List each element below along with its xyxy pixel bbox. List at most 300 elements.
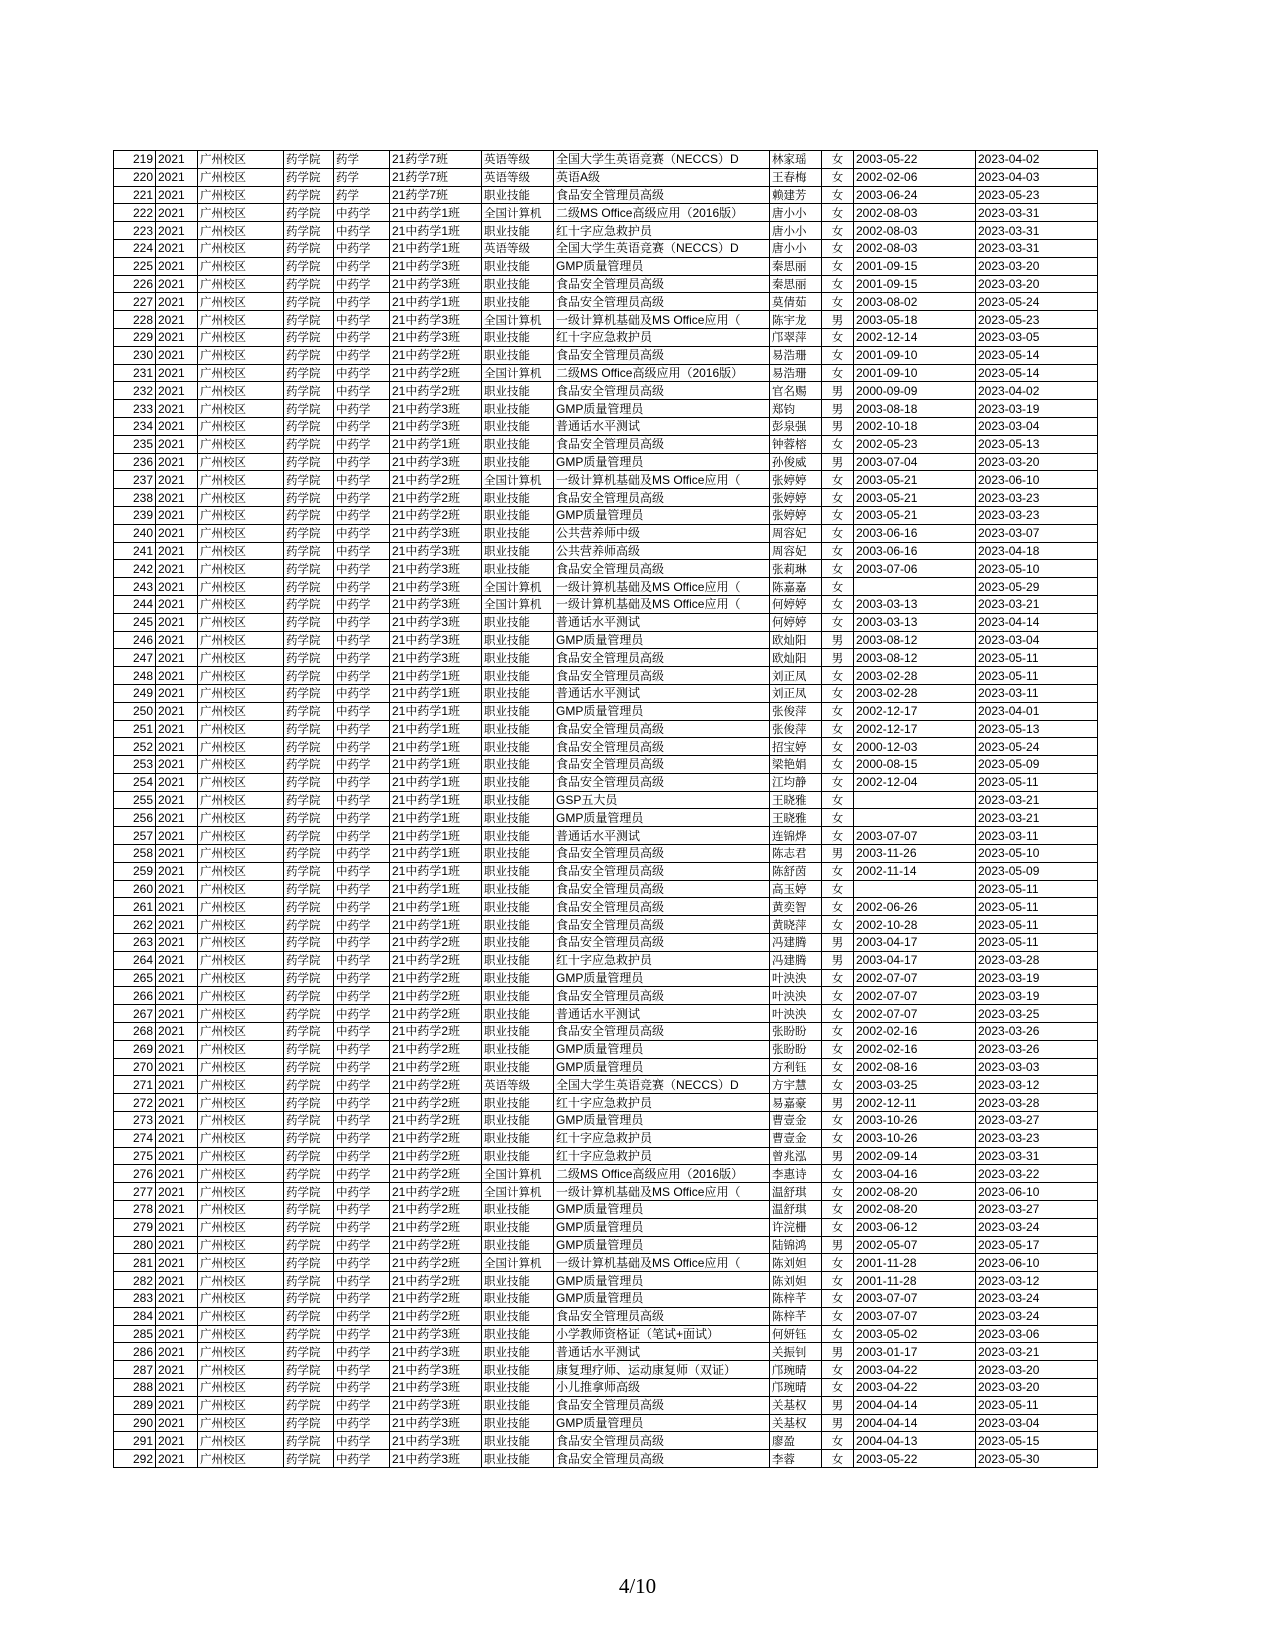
certificate-cell: 全国大学生英语竞赛（NECCS）D — [554, 151, 770, 169]
grade-cell: 2021 — [156, 275, 198, 293]
table-row — [114, 1236, 1098, 1254]
award-date-cell: 2023-03-04 — [976, 631, 1098, 649]
student-name-cell: 许浣栅 — [770, 1218, 822, 1236]
student-name-cell: 邝琬晴 — [770, 1378, 822, 1396]
category-cell: 职业技能 — [482, 560, 554, 578]
class-cell: 21中药学3班 — [390, 1414, 482, 1432]
gender-cell: 女 — [822, 1005, 854, 1023]
table-row — [114, 471, 1098, 489]
student-name-cell: 钟蓉榕 — [770, 435, 822, 453]
award-date-cell: 2023-03-20 — [976, 275, 1098, 293]
birth-date-cell: 2002-02-16 — [854, 1040, 976, 1058]
college-cell: 药学院 — [284, 435, 334, 453]
grade-cell: 2021 — [156, 1361, 198, 1379]
gender-cell: 男 — [822, 400, 854, 418]
student-name-cell: 冯建腾 — [770, 934, 822, 952]
class-cell: 21中药学2班 — [390, 934, 482, 952]
college-cell: 药学院 — [284, 756, 334, 774]
award-date-cell: 2023-03-20 — [976, 1361, 1098, 1379]
gender-cell: 女 — [822, 506, 854, 524]
gender-cell: 女 — [822, 239, 854, 257]
major-cell: 中药学 — [334, 684, 390, 702]
student-name-cell: 关振钊 — [770, 1343, 822, 1361]
table-row — [114, 1450, 1098, 1468]
row-index-cell: 285 — [114, 1325, 156, 1343]
birth-date-cell: 2002-08-16 — [854, 1058, 976, 1076]
category-cell: 职业技能 — [482, 845, 554, 863]
award-date-cell: 2023-03-12 — [976, 1076, 1098, 1094]
campus-cell: 广州校区 — [198, 1076, 284, 1094]
category-cell: 职业技能 — [482, 1236, 554, 1254]
student-name-cell: 张莉琳 — [770, 560, 822, 578]
college-cell: 药学院 — [284, 257, 334, 275]
class-cell: 21中药学3班 — [390, 560, 482, 578]
row-index-cell: 283 — [114, 1290, 156, 1308]
class-cell: 21中药学2班 — [390, 1023, 482, 1041]
grade-cell: 2021 — [156, 293, 198, 311]
class-cell: 21中药学3班 — [390, 275, 482, 293]
gender-cell: 男 — [822, 951, 854, 969]
award-date-cell: 2023-05-11 — [976, 773, 1098, 791]
college-cell: 药学院 — [284, 1218, 334, 1236]
major-cell: 中药学 — [334, 257, 390, 275]
award-date-cell: 2023-03-26 — [976, 1023, 1098, 1041]
gender-cell: 女 — [822, 1290, 854, 1308]
row-index-cell: 251 — [114, 720, 156, 738]
major-cell: 中药学 — [334, 934, 390, 952]
class-cell: 21中药学2班 — [390, 1290, 482, 1308]
grade-cell: 2021 — [156, 1094, 198, 1112]
grade-cell: 2021 — [156, 1307, 198, 1325]
row-index-cell: 288 — [114, 1378, 156, 1396]
birth-date-cell: 2002-12-17 — [854, 720, 976, 738]
certificate-cell: GMP质量管理员 — [554, 1040, 770, 1058]
birth-date-cell: 2002-08-20 — [854, 1201, 976, 1219]
certificate-cell: 英语A级 — [554, 168, 770, 186]
gender-cell: 女 — [822, 773, 854, 791]
category-cell: 职业技能 — [482, 1201, 554, 1219]
table-row — [114, 809, 1098, 827]
college-cell: 药学院 — [284, 560, 334, 578]
category-cell: 英语等级 — [482, 151, 554, 169]
award-date-cell: 2023-04-02 — [976, 382, 1098, 400]
grade-cell: 2021 — [156, 809, 198, 827]
category-cell: 职业技能 — [482, 791, 554, 809]
award-date-cell: 2023-05-13 — [976, 435, 1098, 453]
campus-cell: 广州校区 — [198, 471, 284, 489]
certificate-cell: GMP质量管理员 — [554, 506, 770, 524]
category-cell: 全国计算机 — [482, 311, 554, 329]
gender-cell: 女 — [822, 1023, 854, 1041]
student-name-cell: 唐小小 — [770, 239, 822, 257]
gender-cell: 女 — [822, 293, 854, 311]
row-index-cell: 245 — [114, 613, 156, 631]
grade-cell: 2021 — [156, 151, 198, 169]
class-cell: 21中药学3班 — [390, 417, 482, 435]
college-cell: 药学院 — [284, 1183, 334, 1201]
certificate-cell: 一级计算机基础及MS Office应用（ — [554, 1183, 770, 1201]
student-name-cell: 陈嘉嘉 — [770, 578, 822, 596]
gender-cell: 男 — [822, 845, 854, 863]
major-cell: 中药学 — [334, 435, 390, 453]
college-cell: 药学院 — [284, 1450, 334, 1468]
class-cell: 21中药学1班 — [390, 684, 482, 702]
grade-cell: 2021 — [156, 1058, 198, 1076]
student-name-cell: 邝琬晴 — [770, 1361, 822, 1379]
gender-cell: 女 — [822, 222, 854, 240]
certificate-cell: 食品安全管理员高级 — [554, 1307, 770, 1325]
birth-date-cell: 2003-07-07 — [854, 1290, 976, 1308]
category-cell: 职业技能 — [482, 222, 554, 240]
college-cell: 药学院 — [284, 845, 334, 863]
birth-date-cell: 2002-10-28 — [854, 916, 976, 934]
grade-cell: 2021 — [156, 880, 198, 898]
college-cell: 药学院 — [284, 293, 334, 311]
birth-date-cell: 2001-09-10 — [854, 346, 976, 364]
gender-cell: 女 — [822, 1361, 854, 1379]
student-name-cell: 欧灿阳 — [770, 649, 822, 667]
award-date-cell: 2023-05-24 — [976, 738, 1098, 756]
class-cell: 21中药学3班 — [390, 1361, 482, 1379]
gender-cell: 女 — [822, 738, 854, 756]
table-row — [114, 311, 1098, 329]
grade-cell: 2021 — [156, 1236, 198, 1254]
category-cell: 职业技能 — [482, 1307, 554, 1325]
college-cell: 药学院 — [284, 204, 334, 222]
gender-cell: 女 — [822, 364, 854, 382]
category-cell: 职业技能 — [482, 524, 554, 542]
college-cell: 药学院 — [284, 1414, 334, 1432]
campus-cell: 广州校区 — [198, 453, 284, 471]
table-row — [114, 364, 1098, 382]
award-date-cell: 2023-03-19 — [976, 969, 1098, 987]
gender-cell: 女 — [822, 613, 854, 631]
grade-cell: 2021 — [156, 1432, 198, 1450]
table-row — [114, 204, 1098, 222]
certificate-cell: GMP质量管理员 — [554, 453, 770, 471]
category-cell: 职业技能 — [482, 1058, 554, 1076]
student-name-cell: 王晓雅 — [770, 809, 822, 827]
major-cell: 中药学 — [334, 328, 390, 346]
certificate-cell: 二级MS Office高级应用（2016版） — [554, 204, 770, 222]
student-name-cell: 高玉婷 — [770, 880, 822, 898]
category-cell: 职业技能 — [482, 987, 554, 1005]
certificate-cell: 食品安全管理员高级 — [554, 845, 770, 863]
gender-cell: 男 — [822, 1236, 854, 1254]
row-index-cell: 237 — [114, 471, 156, 489]
grade-cell: 2021 — [156, 1040, 198, 1058]
table-row — [114, 524, 1098, 542]
table-row — [114, 684, 1098, 702]
gender-cell: 男 — [822, 1414, 854, 1432]
class-cell: 21中药学1班 — [390, 702, 482, 720]
student-name-cell: 连锦烨 — [770, 827, 822, 845]
row-index-cell: 238 — [114, 489, 156, 507]
birth-date-cell: 2003-04-17 — [854, 934, 976, 952]
certificate-cell: GMP质量管理员 — [554, 1414, 770, 1432]
major-cell: 中药学 — [334, 1272, 390, 1290]
row-index-cell: 274 — [114, 1129, 156, 1147]
row-index-cell: 259 — [114, 862, 156, 880]
birth-date-cell: 2000-09-09 — [854, 382, 976, 400]
student-name-cell: 梁艳娟 — [770, 756, 822, 774]
class-cell: 21药学7班 — [390, 151, 482, 169]
campus-cell: 广州校区 — [198, 1307, 284, 1325]
award-date-cell: 2023-03-25 — [976, 1005, 1098, 1023]
category-cell: 职业技能 — [482, 506, 554, 524]
birth-date-cell: 2003-07-07 — [854, 827, 976, 845]
row-index-cell: 226 — [114, 275, 156, 293]
birth-date-cell: 2002-07-07 — [854, 969, 976, 987]
student-name-cell: 秦思丽 — [770, 257, 822, 275]
table-row — [114, 827, 1098, 845]
category-cell: 职业技能 — [482, 275, 554, 293]
row-index-cell: 271 — [114, 1076, 156, 1094]
campus-cell: 广州校区 — [198, 222, 284, 240]
grade-cell: 2021 — [156, 1343, 198, 1361]
table-row — [114, 756, 1098, 774]
certificate-cell: 食品安全管理员高级 — [554, 489, 770, 507]
award-date-cell: 2023-03-20 — [976, 257, 1098, 275]
student-name-cell: 易嘉豪 — [770, 1094, 822, 1112]
grade-cell: 2021 — [156, 827, 198, 845]
student-name-cell: 江均静 — [770, 773, 822, 791]
college-cell: 药学院 — [284, 880, 334, 898]
row-index-cell: 223 — [114, 222, 156, 240]
student-name-cell: 莫倩茹 — [770, 293, 822, 311]
student-name-cell: 欧灿阳 — [770, 631, 822, 649]
campus-cell: 广州校区 — [198, 1396, 284, 1414]
award-date-cell: 2023-04-18 — [976, 542, 1098, 560]
category-cell: 职业技能 — [482, 1112, 554, 1130]
grade-cell: 2021 — [156, 364, 198, 382]
grade-cell: 2021 — [156, 738, 198, 756]
gender-cell: 男 — [822, 417, 854, 435]
campus-cell: 广州校区 — [198, 542, 284, 560]
birth-date-cell: 2002-10-18 — [854, 417, 976, 435]
major-cell: 中药学 — [334, 809, 390, 827]
college-cell: 药学院 — [284, 1094, 334, 1112]
grade-cell: 2021 — [156, 720, 198, 738]
grade-cell: 2021 — [156, 1005, 198, 1023]
grade-cell: 2021 — [156, 613, 198, 631]
class-cell: 21中药学2班 — [390, 1307, 482, 1325]
table-row — [114, 257, 1098, 275]
certificate-cell: 食品安全管理员高级 — [554, 560, 770, 578]
campus-cell: 广州校区 — [198, 239, 284, 257]
college-cell: 药学院 — [284, 578, 334, 596]
table-row — [114, 186, 1098, 204]
major-cell: 中药学 — [334, 1076, 390, 1094]
table-row — [114, 934, 1098, 952]
major-cell: 中药学 — [334, 613, 390, 631]
campus-cell: 广州校区 — [198, 756, 284, 774]
award-date-cell: 2023-03-23 — [976, 1129, 1098, 1147]
campus-cell: 广州校区 — [198, 1058, 284, 1076]
class-cell: 21中药学3班 — [390, 631, 482, 649]
college-cell: 药学院 — [284, 951, 334, 969]
grade-cell: 2021 — [156, 542, 198, 560]
major-cell: 中药学 — [334, 1201, 390, 1219]
table-row — [114, 1112, 1098, 1130]
gender-cell: 女 — [822, 1254, 854, 1272]
table-row — [114, 916, 1098, 934]
class-cell: 21中药学1班 — [390, 667, 482, 685]
table-row — [114, 1147, 1098, 1165]
birth-date-cell: 2003-08-02 — [854, 293, 976, 311]
gender-cell: 女 — [822, 969, 854, 987]
major-cell: 中药学 — [334, 222, 390, 240]
class-cell: 21中药学1班 — [390, 916, 482, 934]
birth-date-cell: 2003-05-18 — [854, 311, 976, 329]
row-index-cell: 263 — [114, 934, 156, 952]
student-name-cell: 招宝婷 — [770, 738, 822, 756]
certificate-cell: 食品安全管理员高级 — [554, 987, 770, 1005]
campus-cell: 广州校区 — [198, 951, 284, 969]
award-date-cell: 2023-03-07 — [976, 524, 1098, 542]
grade-cell: 2021 — [156, 684, 198, 702]
certificate-cell: 公共营养师高级 — [554, 542, 770, 560]
gender-cell: 女 — [822, 1325, 854, 1343]
college-cell: 药学院 — [284, 613, 334, 631]
category-cell: 职业技能 — [482, 435, 554, 453]
grade-cell: 2021 — [156, 382, 198, 400]
table-row — [114, 1076, 1098, 1094]
birth-date-cell: 2002-08-20 — [854, 1183, 976, 1201]
category-cell: 职业技能 — [482, 1005, 554, 1023]
major-cell: 中药学 — [334, 506, 390, 524]
major-cell: 中药学 — [334, 453, 390, 471]
grade-cell: 2021 — [156, 1254, 198, 1272]
gender-cell: 男 — [822, 1343, 854, 1361]
major-cell: 中药学 — [334, 471, 390, 489]
campus-cell: 广州校区 — [198, 738, 284, 756]
student-name-cell: 黄奕智 — [770, 898, 822, 916]
award-date-cell: 2023-05-11 — [976, 898, 1098, 916]
category-cell: 职业技能 — [482, 1023, 554, 1041]
award-date-cell: 2023-03-27 — [976, 1201, 1098, 1219]
gender-cell: 女 — [822, 1272, 854, 1290]
certificate-cell: 二级MS Office高级应用（2016版） — [554, 364, 770, 382]
college-cell: 药学院 — [284, 471, 334, 489]
major-cell: 中药学 — [334, 346, 390, 364]
category-cell: 职业技能 — [482, 293, 554, 311]
category-cell: 职业技能 — [482, 720, 554, 738]
birth-date-cell: 2000-08-15 — [854, 756, 976, 774]
gender-cell: 女 — [822, 435, 854, 453]
table-row — [114, 791, 1098, 809]
award-date-cell: 2023-05-29 — [976, 578, 1098, 596]
campus-cell: 广州校区 — [198, 862, 284, 880]
student-name-cell: 曹壹金 — [770, 1129, 822, 1147]
grade-cell: 2021 — [156, 1147, 198, 1165]
birth-date-cell: 2003-04-22 — [854, 1378, 976, 1396]
college-cell: 药学院 — [284, 649, 334, 667]
student-name-cell: 林家瑶 — [770, 151, 822, 169]
grade-cell: 2021 — [156, 417, 198, 435]
certificate-cell: 食品安全管理员高级 — [554, 667, 770, 685]
certificate-cell: 食品安全管理员高级 — [554, 738, 770, 756]
student-name-cell: 叶泱泱 — [770, 1005, 822, 1023]
campus-cell: 广州校区 — [198, 489, 284, 507]
table-row — [114, 987, 1098, 1005]
certificate-cell: 红十字应急救护员 — [554, 1147, 770, 1165]
row-index-cell: 275 — [114, 1147, 156, 1165]
certificate-table — [113, 150, 1098, 1468]
grade-cell: 2021 — [156, 346, 198, 364]
table-row — [114, 1040, 1098, 1058]
gender-cell: 女 — [822, 524, 854, 542]
row-index-cell: 225 — [114, 257, 156, 275]
grade-cell: 2021 — [156, 328, 198, 346]
class-cell: 21中药学1班 — [390, 791, 482, 809]
birth-date-cell: 2003-04-17 — [854, 951, 976, 969]
gender-cell: 男 — [822, 382, 854, 400]
college-cell: 药学院 — [284, 1058, 334, 1076]
grade-cell: 2021 — [156, 1023, 198, 1041]
class-cell: 21中药学3班 — [390, 524, 482, 542]
gender-cell: 女 — [822, 827, 854, 845]
grade-cell: 2021 — [156, 667, 198, 685]
major-cell: 中药学 — [334, 1307, 390, 1325]
class-cell: 21中药学3班 — [390, 1396, 482, 1414]
row-index-cell: 272 — [114, 1094, 156, 1112]
class-cell: 21中药学2班 — [390, 1201, 482, 1219]
category-cell: 职业技能 — [482, 951, 554, 969]
table-row — [114, 417, 1098, 435]
award-date-cell: 2023-03-23 — [976, 489, 1098, 507]
class-cell: 21中药学2班 — [390, 364, 482, 382]
row-index-cell: 230 — [114, 346, 156, 364]
gender-cell: 女 — [822, 1129, 854, 1147]
category-cell: 职业技能 — [482, 1325, 554, 1343]
award-date-cell: 2023-03-21 — [976, 1343, 1098, 1361]
grade-cell: 2021 — [156, 898, 198, 916]
major-cell: 中药学 — [334, 862, 390, 880]
campus-cell: 广州校区 — [198, 667, 284, 685]
major-cell: 中药学 — [334, 595, 390, 613]
gender-cell: 男 — [822, 311, 854, 329]
grade-cell: 2021 — [156, 791, 198, 809]
award-date-cell: 2023-05-30 — [976, 1450, 1098, 1468]
category-cell: 职业技能 — [482, 382, 554, 400]
student-name-cell: 廖盈 — [770, 1432, 822, 1450]
grade-cell: 2021 — [156, 1325, 198, 1343]
table-row — [114, 1254, 1098, 1272]
grade-cell: 2021 — [156, 987, 198, 1005]
campus-cell: 广州校区 — [198, 560, 284, 578]
award-date-cell: 2023-03-31 — [976, 1147, 1098, 1165]
award-date-cell: 2023-05-11 — [976, 934, 1098, 952]
college-cell: 药学院 — [284, 1040, 334, 1058]
table-row — [114, 1094, 1098, 1112]
gender-cell: 女 — [822, 257, 854, 275]
certificate-cell: GMP质量管理员 — [554, 1201, 770, 1219]
student-name-cell: 温舒琪 — [770, 1183, 822, 1201]
category-cell: 职业技能 — [482, 934, 554, 952]
award-date-cell: 2023-03-21 — [976, 595, 1098, 613]
class-cell: 21中药学3班 — [390, 453, 482, 471]
college-cell: 药学院 — [284, 489, 334, 507]
award-date-cell: 2023-05-09 — [976, 756, 1098, 774]
gender-cell: 男 — [822, 934, 854, 952]
category-cell: 全国计算机 — [482, 1254, 554, 1272]
award-date-cell: 2023-05-10 — [976, 560, 1098, 578]
birth-date-cell: 2003-02-28 — [854, 667, 976, 685]
college-cell: 药学院 — [284, 311, 334, 329]
table-row — [114, 1272, 1098, 1290]
major-cell: 中药学 — [334, 1450, 390, 1468]
